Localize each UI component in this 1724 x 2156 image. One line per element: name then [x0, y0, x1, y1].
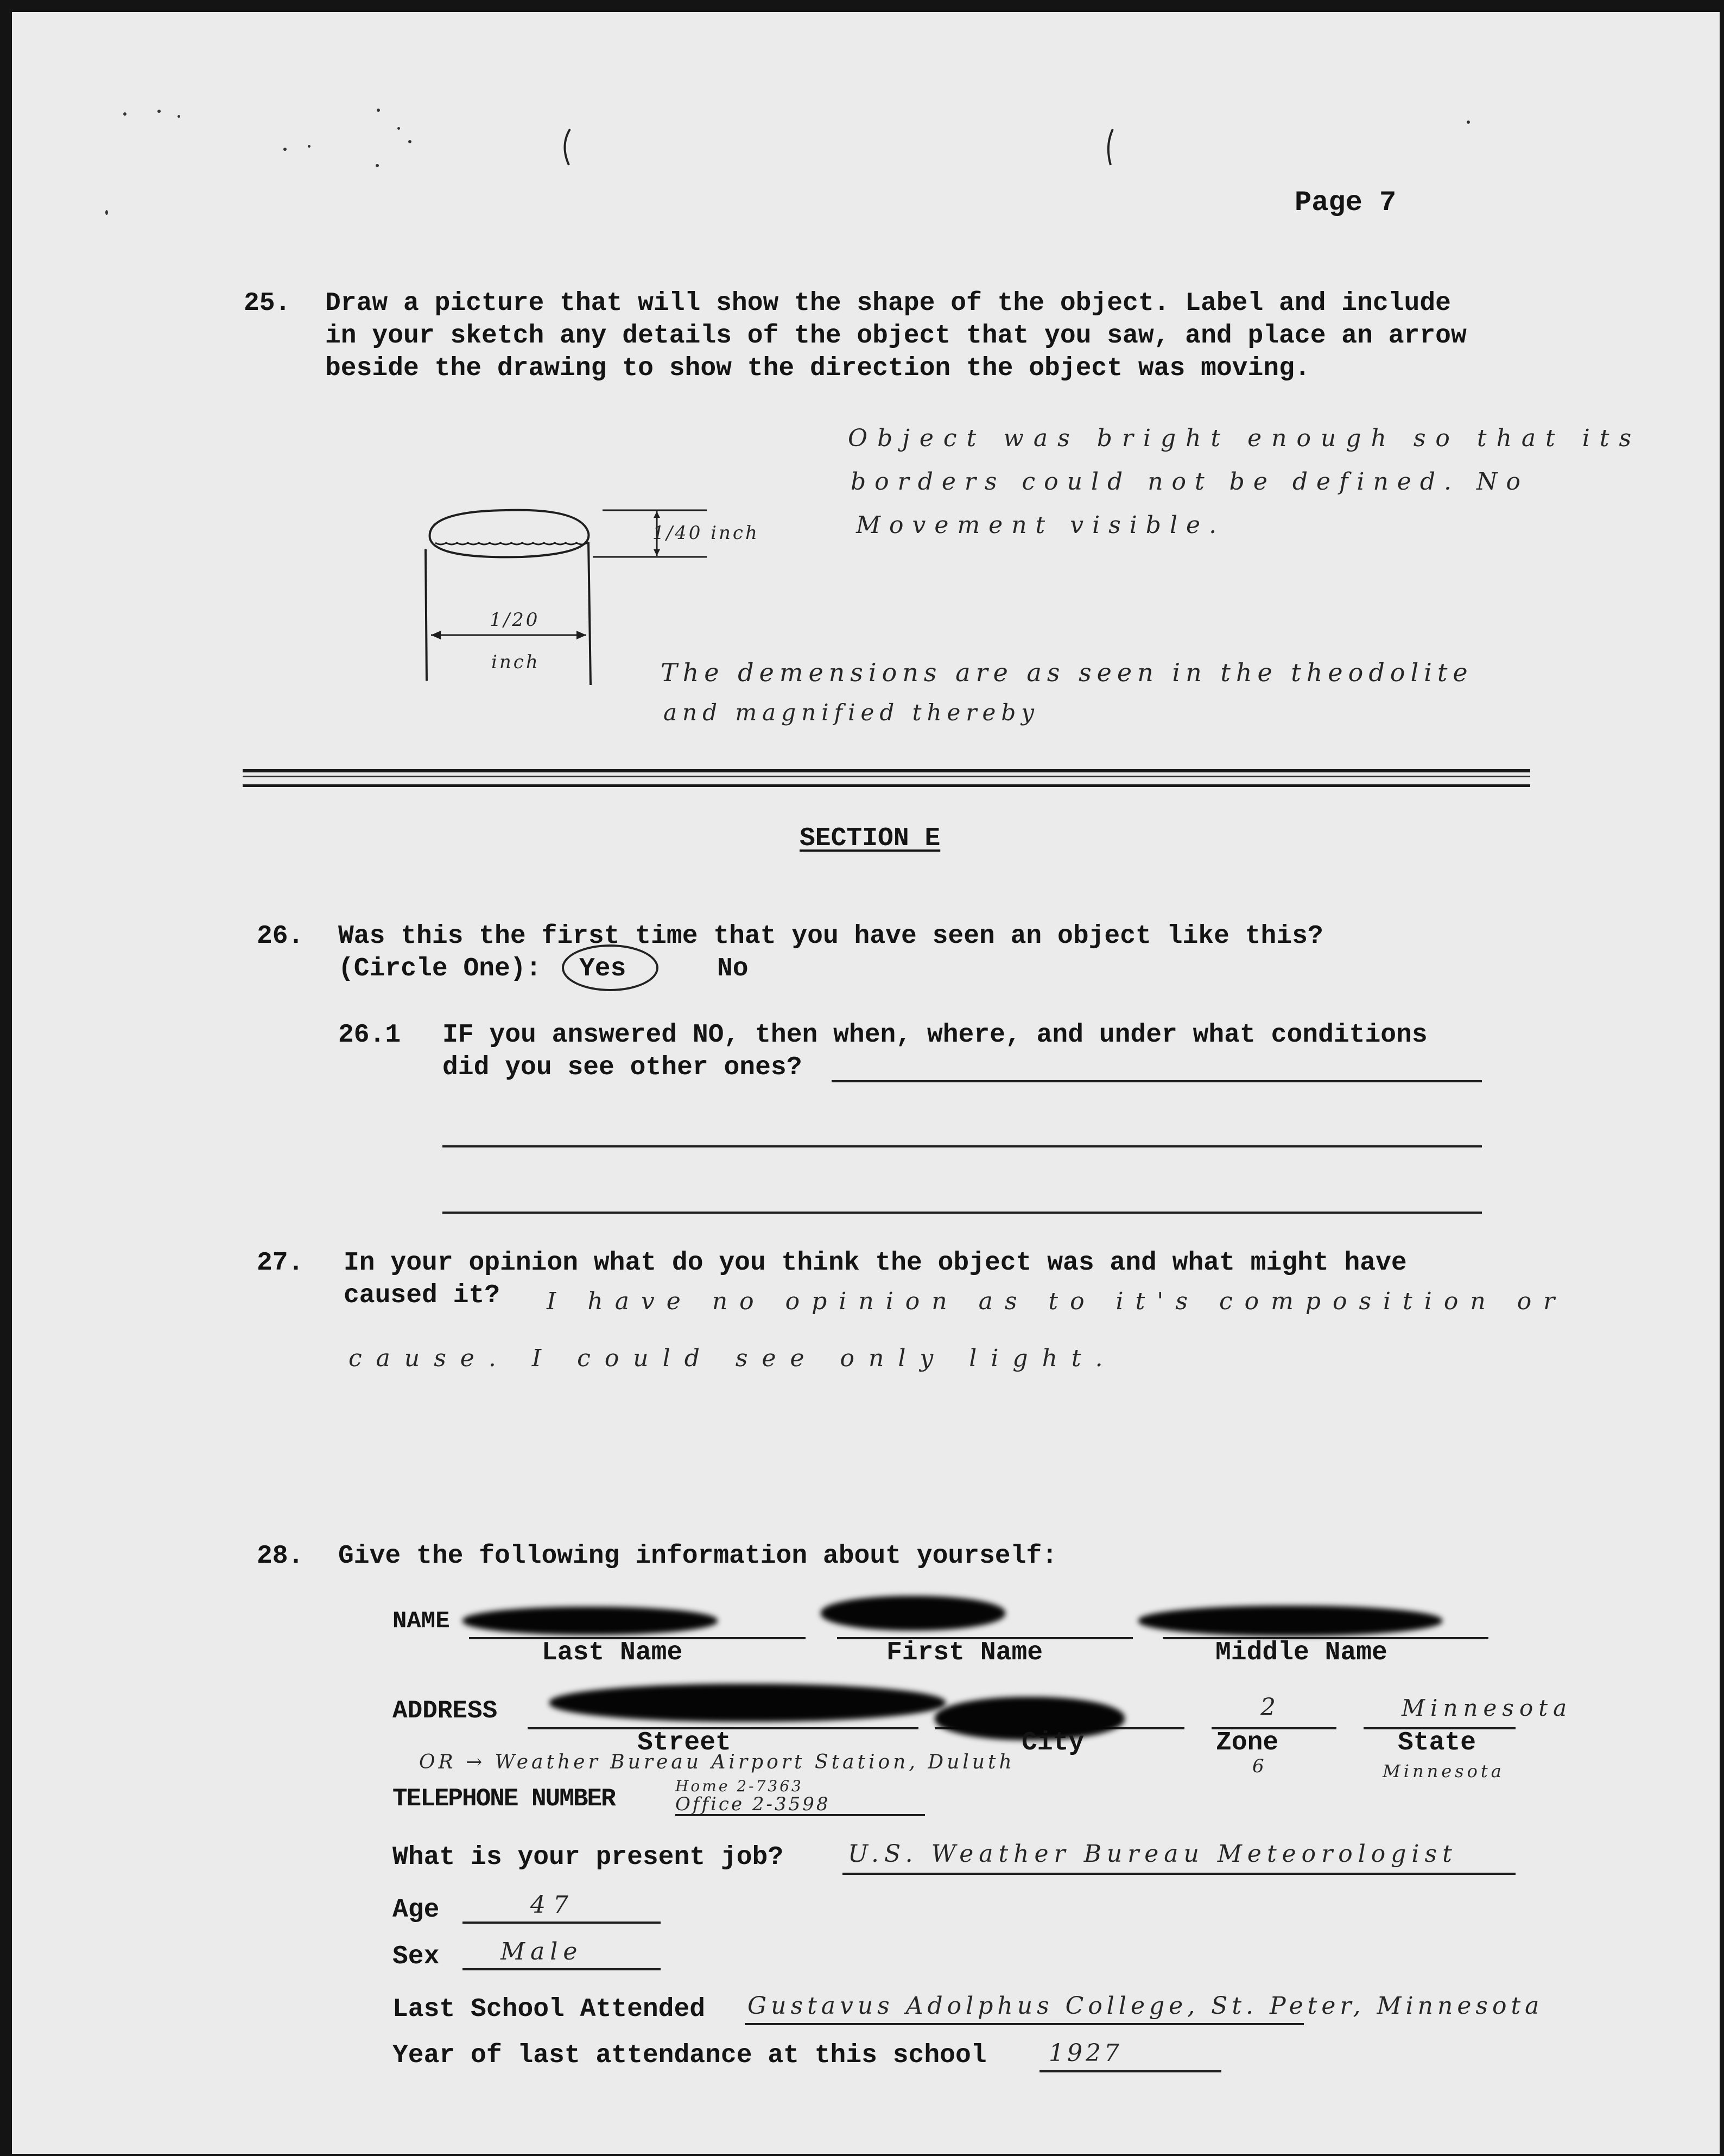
question-27-number: 27.	[257, 1248, 304, 1278]
sketch-note-line1: Object was bright enough so that its	[848, 424, 1641, 452]
first-name-label: First Name	[886, 1638, 1043, 1667]
question-28-number: 28.	[257, 1542, 304, 1571]
street-label: Street	[637, 1728, 731, 1758]
page-number: Page 7	[1295, 187, 1397, 219]
year-line[interactable]	[1040, 2070, 1221, 2072]
circle-one-prompt: (Circle One):	[338, 954, 542, 984]
scan-mark	[1098, 126, 1119, 169]
section-title: SECTION E	[800, 824, 941, 853]
question-27-answer-line1: I have no opinion as to it's composition or	[547, 1288, 1567, 1315]
scan-speck	[105, 210, 108, 215]
question-26-1-text-line2: did you see other ones?	[442, 1053, 802, 1082]
document-page	[12, 12, 1720, 2154]
middle-name-label: Middle Name	[1215, 1638, 1387, 1667]
age-line[interactable]	[462, 1922, 661, 1924]
sketch-height-label: 1/40 inch	[652, 522, 759, 544]
office-phone: Office 2-3598	[675, 1793, 831, 1815]
last-name-label: Last Name	[542, 1638, 683, 1667]
sketch-width-unit: inch	[491, 651, 540, 673]
age-label: Age	[392, 1895, 440, 1925]
sketch-note-line2: borders could not be defined. No	[851, 468, 1529, 496]
sex-line[interactable]	[462, 1968, 661, 1970]
sketch-caption-line2: and magnified thereby	[663, 699, 1040, 726]
question-27-text-line2: caused it?	[344, 1281, 500, 1310]
telephone-label: TELEPHONE NUMBER	[392, 1785, 615, 1813]
scan-speck	[157, 110, 161, 113]
redaction-mark	[549, 1684, 946, 1722]
sex-value: Male	[500, 1938, 583, 1965]
redaction-mark	[821, 1596, 1005, 1631]
city-label: City	[1022, 1728, 1085, 1758]
sketch-note-line3: Movement visible.	[856, 511, 1226, 539]
question-25-text-line1: Draw a picture that will show the shape of the object. Label and include	[325, 289, 1451, 318]
scan-speck	[308, 145, 310, 148]
school-line[interactable]	[745, 2023, 1304, 2025]
section-divider	[243, 769, 1530, 787]
school-value: Gustavus Adolphus College, St. Peter, Minnesota	[747, 1992, 1544, 2020]
zone-value: 2	[1260, 1694, 1276, 1721]
zone-label: Zone	[1216, 1728, 1279, 1758]
question-28-text: Give the following information about yourself:	[338, 1542, 1058, 1571]
scan-speck	[397, 127, 400, 130]
name-label: NAME	[392, 1608, 450, 1635]
school-label: Last School Attended	[392, 1995, 706, 2024]
alternate-zone: 6	[1252, 1755, 1266, 1777]
sketch-caption-line1: The demensions are as seen in the theodolite	[661, 658, 1473, 687]
scan-speck	[376, 164, 379, 167]
redaction-mark	[462, 1607, 718, 1635]
question-26-1-text-line1: IF you answered NO, then when, where, and under what conditions	[442, 1020, 1428, 1050]
answer-line[interactable]	[832, 1080, 1482, 1082]
scan-mark	[555, 126, 576, 169]
question-25-text-line2: in your sketch any details of the object that you saw, and place an arrow	[325, 321, 1467, 351]
job-line[interactable]	[842, 1873, 1516, 1875]
home-phone: Home 2-7363	[675, 1777, 803, 1795]
scan-speck	[377, 109, 380, 112]
redaction-mark	[1138, 1606, 1442, 1636]
state-label: State	[1398, 1728, 1476, 1758]
scan-speck	[178, 115, 180, 118]
year-label: Year of last attendance at this school	[392, 2041, 987, 2070]
question-26-1-number: 26.1	[338, 1020, 401, 1050]
question-27-text-line1: In your opinion what do you think the object was and what might have	[344, 1248, 1407, 1278]
scan-speck	[283, 148, 287, 151]
question-25-number: 25.	[244, 289, 291, 318]
alternate-state: Minnesota	[1383, 1761, 1505, 1781]
scan-speck	[408, 140, 411, 143]
age-value: 47	[530, 1891, 576, 1919]
sex-label: Sex	[392, 1942, 440, 1971]
state-value: Minnesota	[1402, 1695, 1573, 1721]
alternate-address: OR → Weather Bureau Airport Station, Duluth	[419, 1751, 1015, 1773]
job-label: What is your present job?	[392, 1843, 784, 1872]
telephone-line[interactable]	[675, 1814, 925, 1816]
question-25-text-line3: beside the drawing to show the direction the object was moving.	[325, 354, 1310, 383]
address-label: ADDRESS	[392, 1697, 498, 1725]
option-no[interactable]: No	[717, 954, 749, 984]
question-26-number: 26.	[257, 922, 304, 951]
question-26-text: Was this the first time that you have seen an object like this?	[338, 922, 1323, 951]
year-value: 1927	[1049, 2039, 1123, 2067]
option-yes[interactable]: Yes	[579, 954, 626, 984]
scan-speck	[123, 112, 126, 116]
answer-line[interactable]	[442, 1145, 1482, 1147]
sketch-width-label: 1/20	[490, 609, 540, 631]
answer-line[interactable]	[442, 1212, 1482, 1214]
scan-speck	[1467, 121, 1470, 124]
question-27-answer-line2: cause. I could see only light.	[348, 1345, 1117, 1372]
job-value: U.S. Weather Bureau Meteorologist	[848, 1840, 1457, 1868]
